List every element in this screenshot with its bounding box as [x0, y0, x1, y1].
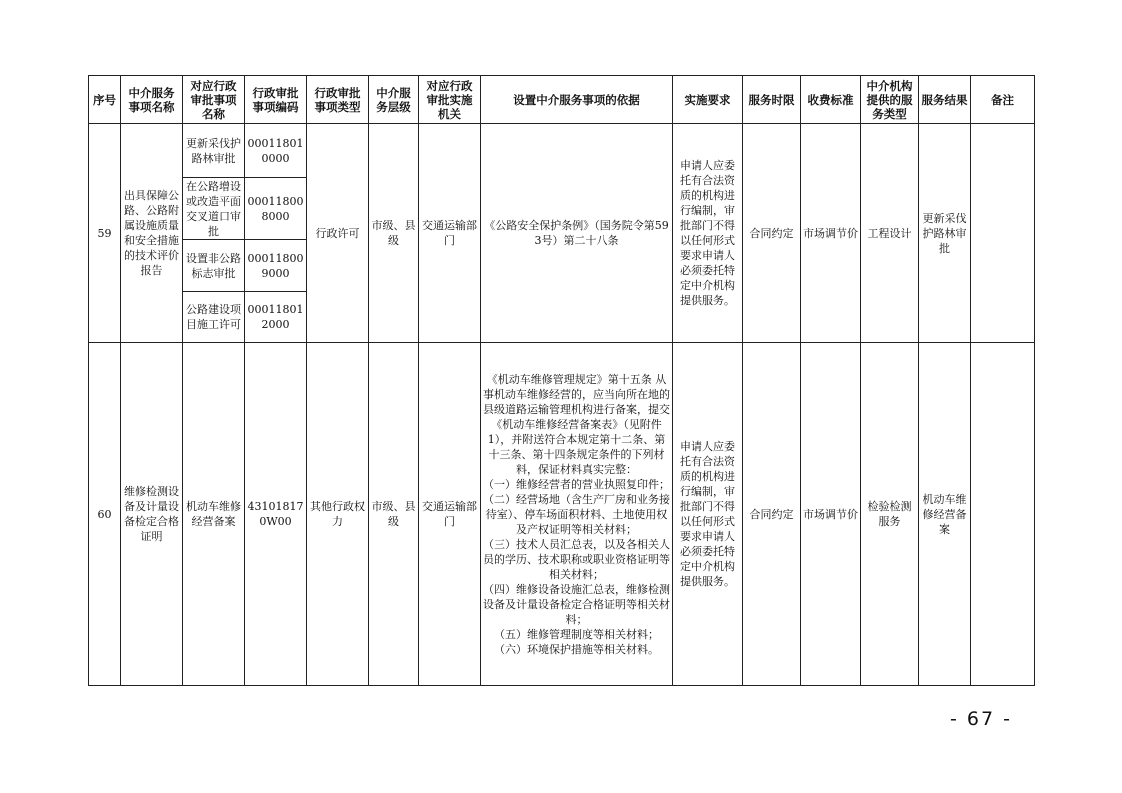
service-level: 市级、县级	[369, 343, 419, 686]
fee-standard: 市场调节价	[801, 124, 861, 343]
header-cell: 服务结果	[919, 76, 971, 124]
approval-item-code: 000118008000	[245, 178, 307, 240]
header-cell: 行政审批事项编码	[245, 76, 307, 124]
table-row	[89, 124, 1035, 178]
approval-agency: 交通运输部门	[419, 343, 481, 686]
approval-item-code: 000118012000	[245, 292, 307, 343]
header-cell: 中介服务事项名称	[121, 76, 183, 124]
basis-item: （五）维修管理制度等相关材料；	[494, 627, 659, 641]
implementation-requirement: 申请人应委托有合法资质的机构进行编制，审批部门不得以任何形式要求申请人必须委托特定中介机构提供服务。	[673, 343, 743, 686]
approval-item-name: 在公路增设或改造平面交叉道口审批	[183, 178, 245, 240]
basis-item: （二）经营场地（含生产厂房和业务接待室）、停车场面积材料、土地使用权及产权证明等相关材料；	[483, 492, 670, 536]
fee-standard: 市场调节价	[801, 343, 861, 686]
approval-agency: 交通运输部门	[419, 124, 481, 343]
header-cell: 备注	[971, 76, 1035, 124]
header-cell: 行政审批事项类型	[307, 76, 369, 124]
remark	[971, 124, 1035, 343]
approval-type: 行政许可	[307, 124, 369, 343]
service-level: 市级、县级	[369, 124, 419, 343]
service-time-limit: 合同约定	[743, 124, 801, 343]
header-cell: 对应行政审批实施机关	[419, 76, 481, 124]
service-basis	[481, 343, 673, 686]
header-cell: 实施要求	[673, 76, 743, 124]
service-basis: 《公路安全保护条例》（国务院令第593号）第二十八条	[481, 124, 673, 343]
approval-item-code: 000118010000	[245, 124, 307, 178]
basis-item: （四）维修设备设施汇总表，维修检测设备及计量设备检定合格证明等相关材料；	[483, 582, 670, 626]
service-result: 机动车维修经营备案	[919, 343, 971, 686]
service-type: 检验检测服务	[861, 343, 919, 686]
table-header-row	[89, 76, 1035, 124]
header-cell: 序号	[89, 76, 121, 124]
approval-item-code: 000118009000	[245, 240, 307, 292]
basis-item: （六）环境保护措施等相关材料。	[494, 642, 659, 656]
header-cell: 中介服务层级	[369, 76, 419, 124]
service-type: 工程设计	[861, 124, 919, 343]
approval-item-code: 431018170W00	[245, 343, 307, 686]
remark	[971, 343, 1035, 686]
header-cell: 对应行政审批事项名称	[183, 76, 245, 124]
implementation-requirement: 申请人应委托有合法资质的机构进行编制，审批部门不得以任何形式要求申请人必须委托特定中介机构提供服务。	[673, 124, 743, 343]
service-items-table	[88, 75, 1035, 686]
approval-item-name: 更新采伐护路林审批	[183, 124, 245, 178]
approval-item-name: 机动车维修经营备案	[183, 343, 245, 686]
basis-paragraph: 《机动车维修管理规定》第十五条 从事机动车维修经营的，应当向所在地的县级道路运输管理机构进行备案，提交《机动车维修经营备案表》（见附件1），并附送符合本规定第十二条、第十三条、第十四条规定条件的下列材料，保证材料真实完整：	[483, 372, 670, 476]
service-item-name: 维修检测设备及计量设备检定合格证明	[121, 343, 183, 686]
basis-item: （一）维修经营者的营业执照复印件；	[483, 477, 670, 491]
approval-type: 其他行政权力	[307, 343, 369, 686]
header-cell: 服务时限	[743, 76, 801, 124]
row-number: 59	[89, 124, 121, 343]
header-cell: 设置中介服务事项的依据	[481, 76, 673, 124]
header-cell: 中介机构提供的服务类型	[861, 76, 919, 124]
header-cell: 收费标准	[801, 76, 861, 124]
row-number: 60	[89, 343, 121, 686]
service-time-limit: 合同约定	[743, 343, 801, 686]
approval-item-name: 公路建设项目施工许可	[183, 292, 245, 343]
table-row	[89, 343, 1035, 686]
service-item-name: 出具保障公路、公路附属设施质量和安全措施的技术评价报告	[121, 124, 183, 343]
basis-item: （三）技术人员汇总表，以及各相关人员的学历、技术职称或职业资格证明等相关材料；	[483, 537, 670, 581]
service-result: 更新采伐护路林审批	[919, 124, 971, 343]
approval-item-name: 设置非公路标志审批	[183, 240, 245, 292]
page-number: - 67 -	[950, 708, 1012, 730]
